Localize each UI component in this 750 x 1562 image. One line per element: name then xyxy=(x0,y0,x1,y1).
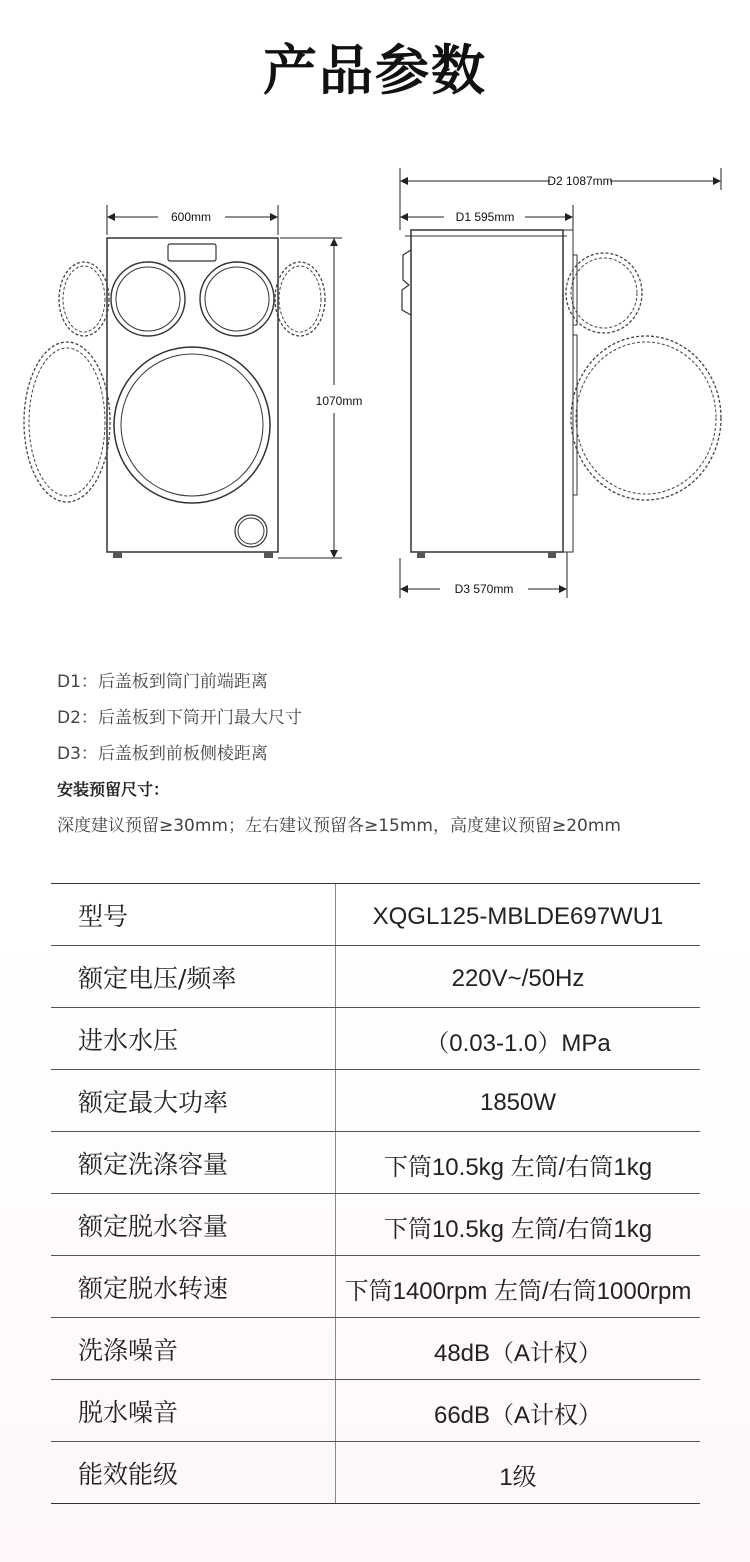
table-row xyxy=(51,1442,700,1504)
upper-door-swing-arc-inner xyxy=(571,258,637,328)
left-drum-swing-arc xyxy=(59,262,109,336)
spec-value: 下筒1400rpm 左筒/右筒1000rpm xyxy=(344,1278,692,1305)
table-row xyxy=(51,1194,700,1256)
spec-value: 下筒10.5kg 左筒/右筒1kg xyxy=(383,1154,653,1181)
spec-value: 220V~/50Hz xyxy=(451,964,585,992)
spec-label: 洗涤噪音 xyxy=(51,1318,336,1379)
rear-hoses xyxy=(402,250,411,315)
dimension-drawing xyxy=(0,150,750,620)
right-drum-swing-arc xyxy=(275,262,325,336)
left-drum-swing-arc-inner xyxy=(63,266,105,332)
foot xyxy=(113,552,122,558)
table-row xyxy=(51,884,700,946)
spec-value: XQGL125-MBLDE697WU1 xyxy=(372,902,664,930)
spec-value: 66dB（A计权） xyxy=(433,1402,603,1429)
table-row xyxy=(51,1318,700,1380)
spec-value: 下筒10.5kg 左筒/右筒1kg xyxy=(383,1216,653,1243)
install-detail: 深度建议预留≥30mm；左右建议预留各≥15mm，高度建议预留≥20mm xyxy=(57,816,621,836)
spec-label: 进水水压 xyxy=(51,1008,336,1069)
foot xyxy=(548,552,556,558)
table-row xyxy=(51,1070,700,1132)
spec-label: 额定洗涤容量 xyxy=(51,1132,336,1193)
spec-label: 额定电压/频率 xyxy=(51,946,336,1007)
spec-label: 额定脱水转速 xyxy=(51,1256,336,1317)
side-view xyxy=(400,168,721,598)
spec-value: （0.03-1.0）MPa xyxy=(425,1030,611,1057)
d2-label: D2 1087mm xyxy=(547,174,613,188)
front-width-label: 600mm xyxy=(170,210,212,224)
install-heading: 安装预留尺寸： xyxy=(57,780,170,799)
front-view xyxy=(24,205,362,558)
table-row xyxy=(51,1380,700,1442)
spec-label: 脱水噪音 xyxy=(51,1380,336,1441)
washer-cabinet xyxy=(107,238,278,552)
spec-label: 额定脱水容量 xyxy=(51,1194,336,1255)
spec-label: 型号 xyxy=(51,884,336,945)
note-d2: D2：后盖板到下筒开门最大尺寸 xyxy=(57,708,302,728)
dimension-notes xyxy=(57,668,717,848)
washer-side-body xyxy=(411,230,563,552)
table-row xyxy=(51,946,700,1008)
note-d1: D1：后盖板到筒门前端距离 xyxy=(57,672,268,692)
spec-label: 额定最大功率 xyxy=(51,1070,336,1131)
spec-label: 能效能级 xyxy=(51,1442,336,1503)
table-row xyxy=(51,1256,700,1318)
table-row xyxy=(51,1132,700,1194)
spec-value: 48dB（A计权） xyxy=(433,1340,603,1367)
foot xyxy=(417,552,425,558)
page-title: 产品参数 xyxy=(263,39,487,102)
main-drum-swing-arc xyxy=(24,342,110,502)
dimension-diagram xyxy=(0,150,750,620)
note-d3: D3：后盖板到前板侧棱距离 xyxy=(57,744,268,764)
foot xyxy=(264,552,273,558)
right-drum-swing-arc-inner xyxy=(279,266,321,332)
d3-label: D3 570mm xyxy=(454,582,514,596)
main-drum-swing-arc-inner xyxy=(29,348,105,496)
height-label: 1070mm xyxy=(315,394,363,408)
spec-table xyxy=(51,883,700,1504)
d1-label: D1 595mm xyxy=(455,210,515,224)
spec-value: 1级 xyxy=(499,1464,537,1491)
main-door-swing-arc xyxy=(571,336,721,500)
main-door-swing-arc-inner xyxy=(576,342,716,494)
table-row xyxy=(51,1008,700,1070)
spec-value: 1850W xyxy=(479,1088,557,1116)
